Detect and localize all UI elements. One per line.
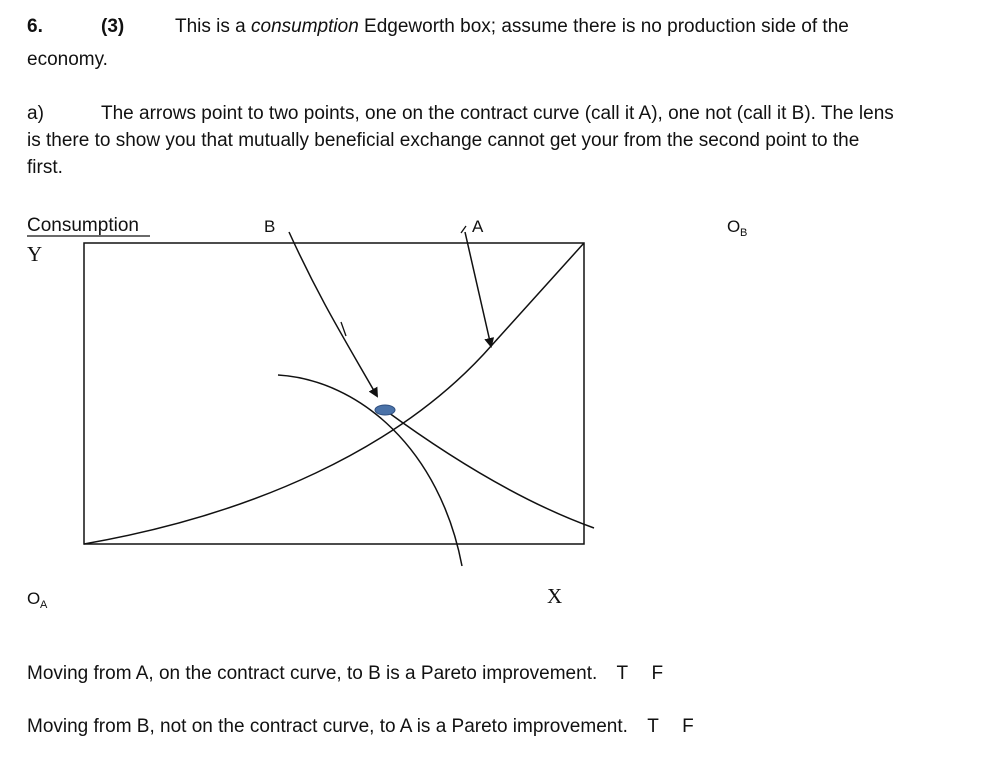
point-a-label: A bbox=[472, 217, 484, 236]
question-intro-continued: economy. bbox=[27, 49, 108, 70]
question-number: 6. bbox=[27, 16, 43, 37]
origin-a-main: O bbox=[27, 589, 41, 608]
statement-1-true-option[interactable]: T bbox=[616, 663, 629, 684]
question-points: (3) bbox=[101, 16, 125, 37]
statement-2-true-option[interactable]: T bbox=[647, 716, 659, 737]
intro-text-before: This is a bbox=[175, 16, 252, 37]
statement-1-false-option[interactable]: F bbox=[651, 663, 664, 684]
point-b-dot bbox=[375, 405, 395, 415]
indifference-curve-person-a bbox=[385, 410, 594, 528]
part-a-text-line-3: first. bbox=[27, 157, 63, 178]
statement-1-text: Moving from A, on the contract curve, to B is a Pareto improvement. bbox=[27, 663, 598, 684]
origin-a-subscript: A bbox=[40, 599, 48, 611]
origin-a-label bbox=[27, 589, 48, 611]
intro-text-after: Edgeworth box; assume there is no production side of the bbox=[358, 16, 849, 37]
statement-2 bbox=[27, 716, 694, 738]
x-axis-label: X bbox=[547, 584, 563, 608]
part-a-label: a) bbox=[27, 103, 44, 124]
origin-b-label bbox=[727, 217, 747, 239]
arrow-to-point-a bbox=[465, 232, 491, 346]
indifference-curve-person-b bbox=[278, 375, 462, 566]
origin-b-main: O bbox=[727, 217, 741, 236]
statement-2-text: Moving from B, not on the contract curve, to A is a Pareto improvement. bbox=[27, 716, 628, 737]
statement-1 bbox=[27, 663, 663, 685]
point-b-label: B bbox=[264, 217, 276, 236]
part-a-text-line-2: is there to show you that mutually beneficial exchange cannot get your from the second point to the bbox=[27, 130, 860, 151]
edgeworth-box bbox=[84, 243, 584, 544]
contract-curve bbox=[84, 243, 584, 544]
arrow-to-point-b bbox=[289, 232, 377, 396]
consumption-label: Consumption bbox=[27, 215, 139, 236]
statement-2-false-option[interactable]: F bbox=[682, 716, 694, 737]
part-a-text-line-1: The arrows point to two points, one on the contract curve (call it A), one not (call it B). The lens bbox=[101, 103, 894, 124]
y-axis-label: Y bbox=[27, 242, 43, 266]
intro-emphasis: consumption bbox=[251, 16, 359, 37]
origin-b-subscript: B bbox=[740, 227, 748, 239]
